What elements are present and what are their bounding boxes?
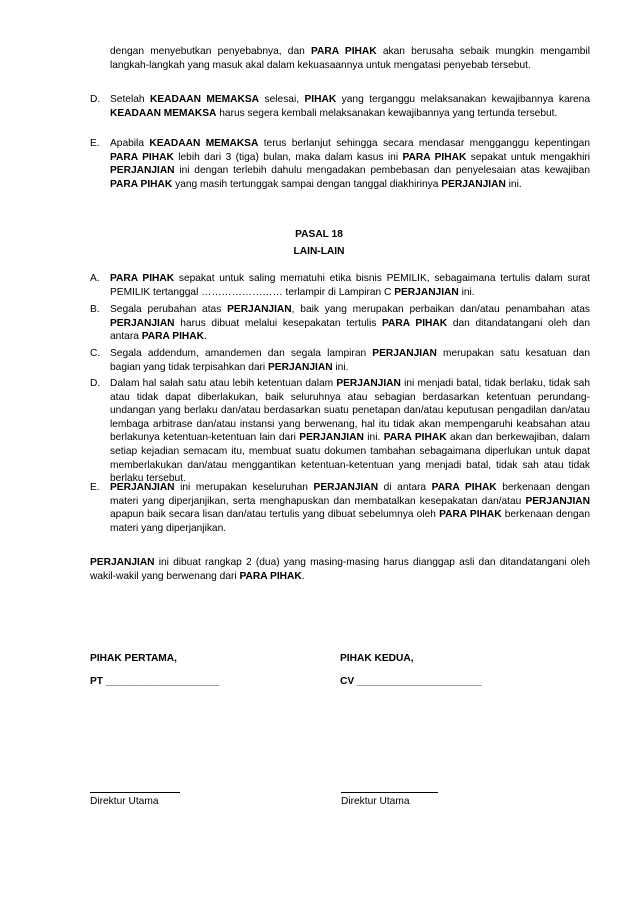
text-run: ini.	[363, 432, 384, 444]
closing-paragraph	[90, 556, 590, 583]
right-entity-name: CV ______________________	[340, 676, 482, 687]
text-run: lebih dari 3 (tiga) bulan, maka dalam kasus ini	[173, 151, 403, 163]
lain-item-a	[90, 272, 590, 299]
bold-term: PARA PIHAK	[141, 331, 204, 343]
text-run: Segala addendum, amandemen dan segala lampiran	[110, 348, 373, 359]
left-signature-line	[90, 792, 180, 793]
item-text	[110, 303, 590, 344]
item-text	[110, 377, 590, 486]
item-text	[110, 347, 590, 374]
text-run: yang masih tertunggak sampai dengan tanggal diakhirinya	[172, 178, 442, 190]
bold-term: PERJANJIAN	[227, 304, 292, 315]
text-run: .	[301, 570, 305, 582]
left-signer-role: Direktur Utama	[90, 796, 159, 807]
lain-item-b	[90, 303, 590, 344]
text-run: harus segera kembali melaksanakan kewajibannya yang tertunda tersebut.	[216, 107, 558, 119]
item-text	[110, 93, 590, 120]
force-item-d	[90, 93, 590, 120]
bold-term: PERJANJIAN	[110, 482, 175, 493]
right-signature-line	[341, 792, 438, 793]
bold-term: PARA PIHAK	[382, 317, 448, 329]
bold-term: PERJANJIAN	[299, 432, 364, 444]
text-run: yang terganggu melaksanakan kewajibannya karena	[336, 94, 591, 105]
text-run: akan berusaha sebaik mungkin mengambil langkah-langkah yang masuk akal dalam kekuasaannya untuk mengatasi penyebab tersebut.	[110, 46, 590, 71]
text-run: Apabila	[110, 138, 150, 149]
text-run: di antara	[378, 482, 432, 493]
bold-term: PARA PIHAK	[110, 151, 174, 163]
force-majeure-continuation	[110, 45, 590, 72]
item-text	[110, 137, 590, 191]
text-run: Dalam hal salah satu atau lebih ketentuan dalam	[110, 378, 337, 389]
bold-term: PERJANJIAN	[313, 482, 379, 493]
bold-term: PERJANJIAN	[336, 378, 401, 389]
bold-term: KEADAAN MEMAKSA	[150, 94, 260, 105]
bold-term: PERJANJIAN	[441, 178, 506, 190]
text-run: Setelah	[110, 94, 151, 105]
text-run: merupakan satu kesatuan dan bagian yang tidak terpisahkan dari	[110, 348, 590, 373]
left-entity-name: PT ____________________	[90, 676, 220, 687]
text-run: .	[203, 331, 207, 343]
text-run: ini dengan terlebih dahulu mengadakan pembebasan dan penyelesaian atas kewajiban	[174, 165, 590, 177]
bold-term: PERJANJIAN	[394, 286, 459, 298]
text-run: ini.	[332, 361, 349, 373]
item-label: E.	[90, 482, 100, 493]
pasal-number: PASAL 18	[295, 229, 343, 240]
text-run: berkenaan dengan materi yang diperjanjikan, serta menghapuskan dan membatalkan kesepakatan dan/atau	[110, 482, 590, 507]
text-run: ini menjadi batal, tidak berlaku, tidak sah atau tidak dapat diberlakukan, baik seluruhnya atau sebagian berdasarkan ketentuan perundang-undangan yang berlaku dan/atau berdasarkan suatu penetapan dan/atau keputusan pengadilan dan/atau lembaga arbitrase dan/atau instansi yang berwenang, hal itu tidak akan mempengaruhi keabsahan atau berlakunya ketentuan-ketentuan lain dari	[110, 378, 591, 444]
text-run: sepakat untuk saling mematuhi etika bisnis PEMILIK, sebagaimana tertulis dalam surat PEMILIK tertanggal …………………… terlampir di Lampiran C	[110, 273, 590, 298]
bold-term: KEADAAN MEMAKSA	[110, 107, 217, 119]
item-label: A.	[90, 273, 100, 284]
bold-term: PERJANJIAN	[268, 361, 333, 373]
bold-term: PERJANJIAN	[372, 348, 437, 359]
bold-term: PIHAK	[304, 94, 337, 105]
bold-term: PERJANJIAN	[90, 557, 155, 568]
item-label: D.	[90, 378, 101, 389]
text-run: dan ditandatangani oleh dan antara	[110, 317, 590, 343]
bold-term: PARA PIHAK	[402, 151, 467, 163]
item-label: E.	[90, 138, 100, 149]
bold-term: PARA PIHAK	[110, 178, 173, 190]
item-label: C.	[90, 348, 101, 359]
text-run: akan dan berkewajiban, dalam setiap kejadian semacam itu, membuat suatu dokumen tambahan sebagaimana diperlukan untuk dapat memberlakukan dan/atau menggantikan ketentuan-ketentuan yang menjadi batal, tidak sah atau tidak berlaku tersebut.	[110, 432, 590, 485]
text-run: , baik yang merupakan perbaikan dan/atau penambahan atas	[291, 304, 590, 315]
text-run: Segala perubahan atas	[110, 304, 228, 315]
text-run: ini.	[505, 178, 522, 190]
text-run: terus berlanjut sehingga secara mendasar mengganggu kepentingan	[258, 138, 590, 149]
text-run: sepakat untuk mengakhiri	[466, 151, 590, 163]
text-run: dengan menyebutkan penyebabnya, dan	[110, 46, 311, 57]
right-signer-role: Direktur Utama	[341, 796, 410, 807]
bold-term: PERJANJIAN	[110, 165, 175, 177]
lain-item-e	[90, 481, 590, 535]
text-run: ini dibuat rangkap 2 (dua) yang masing-masing harus dianggap asli dan ditandatangani oleh wakil-wakil yang berwenang dari	[90, 557, 590, 582]
force-item-e	[90, 137, 590, 191]
text-run: ini merupakan keseluruhan	[174, 482, 314, 493]
bold-term: KEADAAN MEMAKSA	[149, 138, 259, 149]
right-party-label: PIHAK KEDUA,	[340, 653, 414, 664]
pasal-title: LAIN-LAIN	[293, 246, 345, 257]
text-run: selesai,	[259, 94, 305, 105]
text-run: ini.	[458, 286, 475, 298]
lain-item-c	[90, 347, 590, 374]
bold-term: PERJANJIAN	[110, 317, 175, 329]
bold-term: PARA PIHAK	[239, 570, 302, 582]
text-run: apapun baik secara lisan dan/atau tertulis yang dibuat sebelumnya oleh	[110, 509, 440, 521]
item-text	[110, 481, 590, 535]
bold-term: PARA PIHAK	[439, 509, 502, 521]
left-party-label: PIHAK PERTAMA,	[90, 653, 177, 664]
bold-term: PERJANJIAN	[525, 495, 590, 507]
lain-item-d	[90, 377, 590, 486]
bold-term: PARA PIHAK	[310, 46, 377, 57]
text-run: harus dibuat melalui kesepakatan tertulis	[174, 317, 382, 329]
item-label: B.	[90, 304, 100, 315]
bold-term: PARA PIHAK	[383, 432, 447, 444]
item-label: D.	[90, 94, 101, 105]
bold-term: PARA PIHAK	[431, 482, 497, 493]
item-text	[110, 272, 590, 299]
text-run: berkenaan dengan materi yang diperjanjikan.	[110, 509, 590, 534]
bold-term: PARA PIHAK	[110, 273, 175, 284]
